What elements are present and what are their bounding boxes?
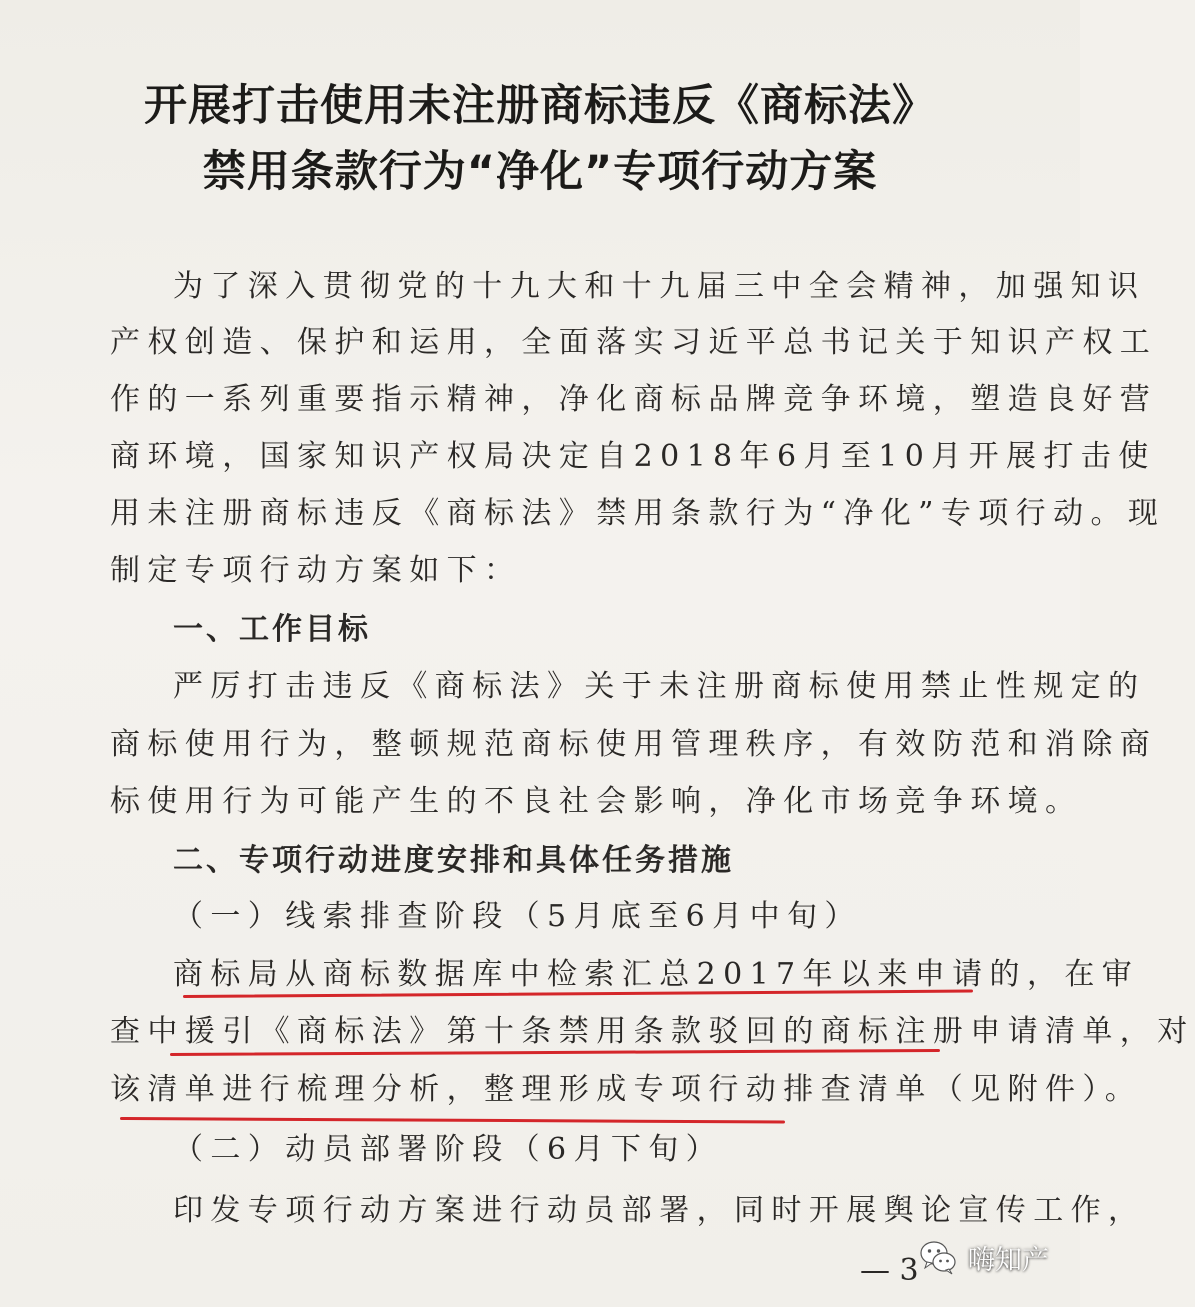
paragraph-line: 为了深入贯彻党的十九大和十九届三中全会精神，加强知识	[173, 269, 1146, 304]
page-number: — 3	[860, 1253, 919, 1288]
paragraph-line: 印发专项行动方案进行动员部署，同时开展舆论宣传工作，	[173, 1193, 1146, 1228]
paragraph-line: 用未注册商标违反《商标法》禁用条款行为“净化”专项行动。现	[110, 496, 1166, 531]
watermark-text: 嗨知产	[968, 1244, 1049, 1276]
paragraph-line: 查中援引《商标法》第十条禁用条款驳回的商标注册申请清单，对	[110, 1014, 1195, 1049]
paragraph-line: 制定专项行动方案如下：	[110, 553, 522, 588]
red-underline-2	[170, 1049, 940, 1056]
document-title-line-1: 开展打击使用未注册商标违反《商标法》	[144, 81, 936, 131]
paragraph-line: 严厉打击违反《商标法》关于未注册商标使用禁止性规定的	[173, 669, 1146, 704]
paragraph-line: 商标局从商标数据库中检索汇总2017年以来申请的，在审	[173, 957, 1140, 992]
subsection-heading: （一）线索排查阶段（5月底至6月中旬）	[173, 899, 862, 934]
paragraph-line: 商标使用行为，整顿规范商标使用管理秩序，有效防范和消除商	[110, 727, 1158, 762]
section-heading-goals: 一、工作目标	[173, 612, 371, 647]
document-title-line-2: 禁用条款行为“净化”专项行动方案	[202, 147, 878, 197]
watermark	[918, 1237, 1049, 1277]
paragraph-line: 标使用行为可能产生的不良社会影响，净化市场竞争环境。	[110, 784, 1083, 819]
red-underline-3	[120, 1117, 785, 1123]
paragraph-line: 该清单进行梳理分析，整理形成专项行动排查清单（见附件）。	[110, 1072, 1143, 1107]
subsection-heading: （二）动员部署阶段（6月下旬）	[173, 1132, 724, 1167]
paragraph-line: 产权创造、保护和运用，全面落实习近平总书记关于知识产权工	[110, 325, 1158, 360]
paragraph-line: 作的一系列重要指示精神，净化商标品牌竞争环境，塑造良好营	[110, 382, 1158, 417]
section-heading-schedule: 二、专项行动进度安排和具体任务措施	[173, 843, 734, 878]
paragraph-line: 商环境，国家知识产权局决定自2018年6月至10月开展打击使	[110, 439, 1156, 474]
wechat-icon	[918, 1237, 958, 1277]
